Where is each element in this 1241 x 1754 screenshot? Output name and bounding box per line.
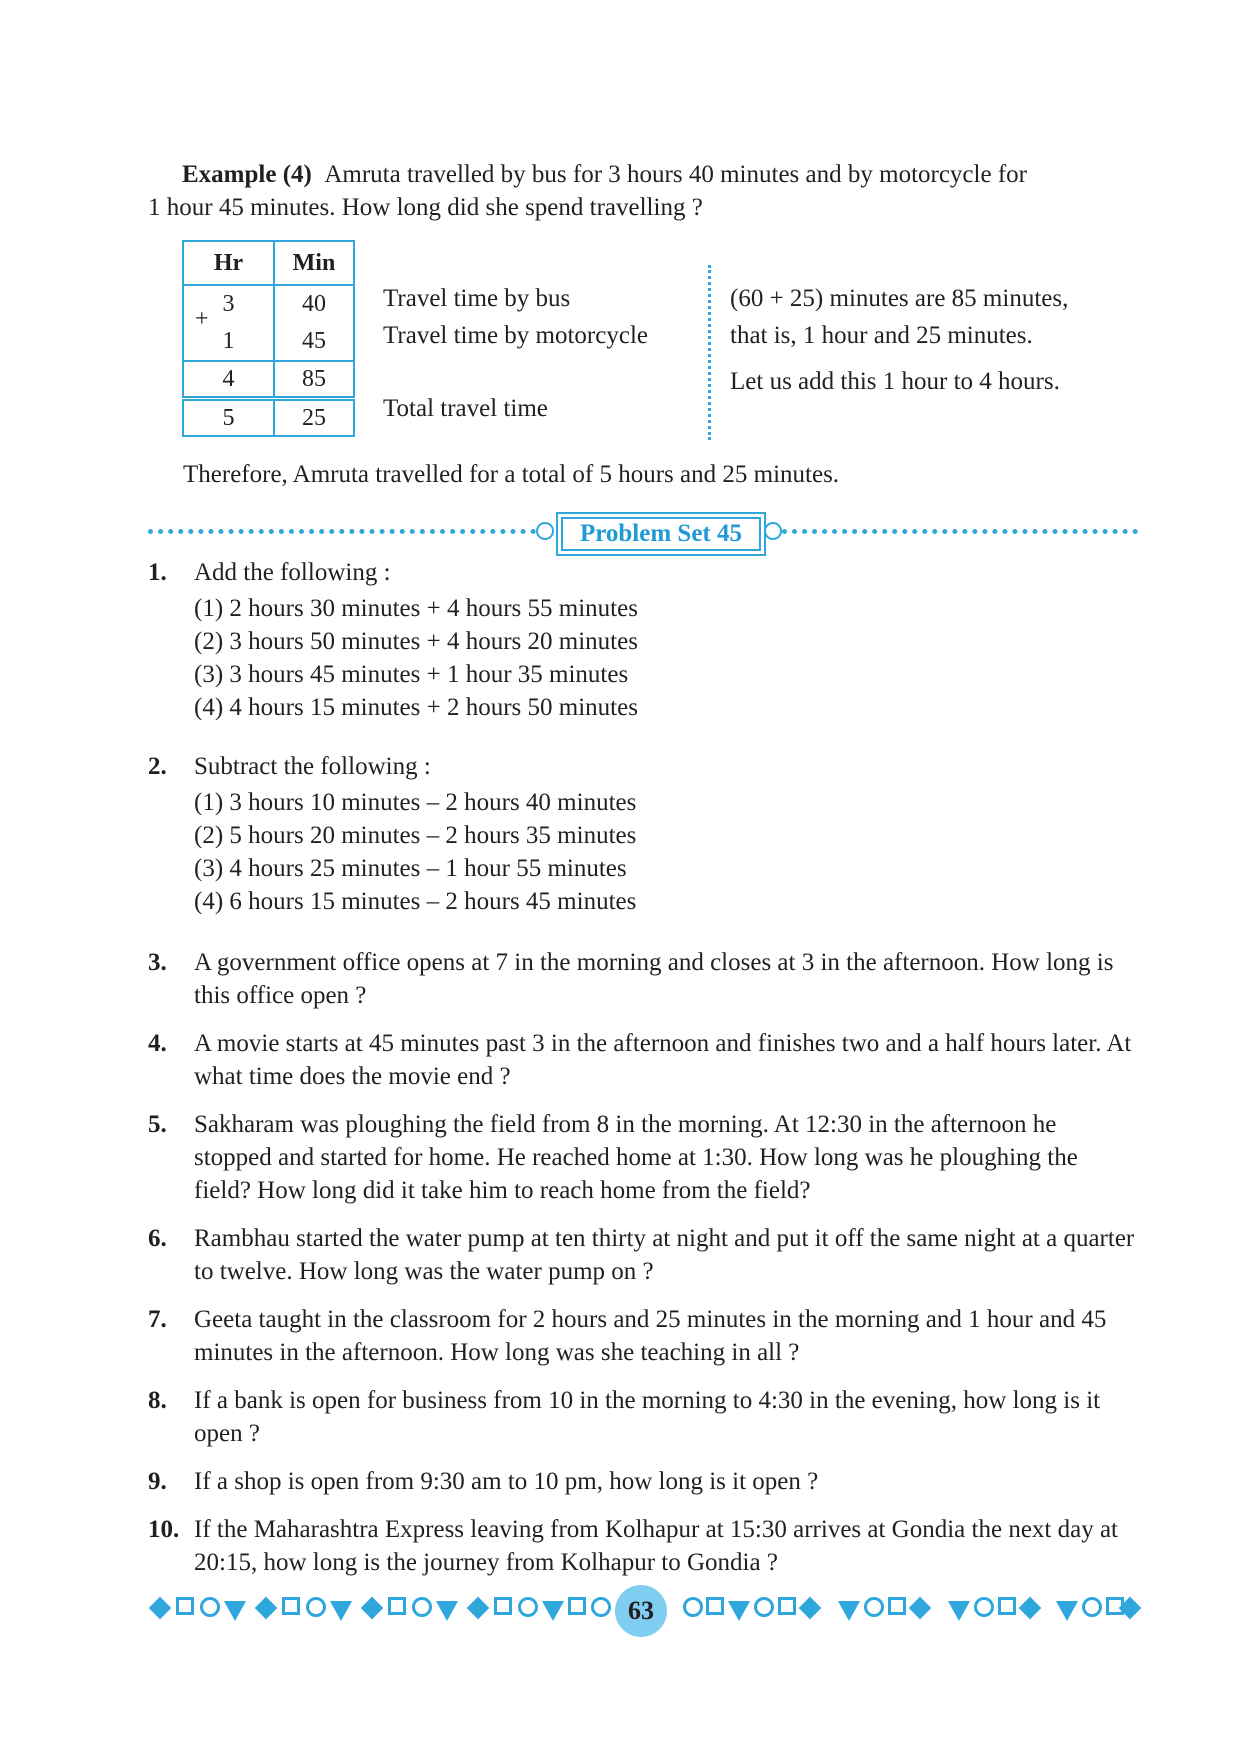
question-number: 3. [148, 949, 167, 976]
diamond-ornament [1019, 1597, 1042, 1620]
sub-question: (4) 6 hours 15 minutes – 2 hours 45 minutes [194, 888, 637, 915]
sub-question: (2) 3 hours 50 minutes + 4 hours 20 minutes [194, 628, 638, 655]
question-number: 10. [148, 1516, 180, 1543]
question-5 [148, 1108, 1138, 1207]
question-2 [148, 750, 1138, 918]
question-number: 8. [148, 1387, 167, 1414]
banner-dotline-right [782, 529, 1138, 534]
question-6 [148, 1222, 1138, 1288]
diamond-ornament [799, 1597, 822, 1620]
example-line-1 [148, 158, 1138, 191]
label-bus: Travel time by bus [383, 285, 571, 312]
square-ornament [706, 1597, 724, 1615]
problem-set-title: Problem Set 45 [556, 512, 766, 556]
question-1 [148, 556, 1138, 724]
question-number: 4. [148, 1030, 167, 1057]
label-motorcycle: Travel time by motorcycle [383, 322, 648, 349]
question-text: Add the following : [194, 559, 391, 586]
question-3 [148, 946, 1138, 1012]
square-ornament [568, 1597, 586, 1615]
circle-ornament [518, 1597, 538, 1617]
circle-ornament [412, 1597, 432, 1617]
question-8 [148, 1384, 1138, 1450]
square-ornament [778, 1597, 796, 1615]
triangle-ornament [542, 1601, 564, 1621]
diamond-ornament [361, 1597, 384, 1620]
example-label: Example (4) [182, 161, 312, 188]
question-text: If the Maharashtra Express leaving from Kolhapur at 15:30 arrives at Gondia the next day at 20:15, how long is the journey from Kolhapur to Gondia ? [194, 1516, 1118, 1576]
square-ornament [176, 1597, 194, 1615]
question-text: Subtract the following : [194, 753, 431, 780]
hr-motorcycle: 1 [222, 328, 235, 354]
question-text: A government office opens at 7 in the morning and closes at 3 in the afternoon. How long is this office open ? [194, 949, 1114, 1009]
sub-question: (3) 3 hours 45 minutes + 1 hour 35 minutes [194, 661, 629, 688]
total-hr: 5 [183, 399, 274, 437]
sub-question: (4) 4 hours 15 minutes + 2 hours 50 minutes [194, 694, 638, 721]
triangle-ornament [728, 1601, 750, 1621]
sub-question: (2) 5 hours 20 minutes – 2 hours 35 minutes [194, 822, 637, 849]
example-text-1: Amruta travelled by bus for 3 hours 40 minutes and by motorcycle for [324, 161, 1027, 188]
label-total: Total travel time [383, 395, 548, 422]
sum-min: 85 [274, 361, 354, 399]
vertical-divider [708, 265, 711, 440]
note-3: Let us add this 1 hour to 4 hours. [730, 368, 1060, 395]
question-number: 5. [148, 1111, 167, 1138]
diamond-ornament [149, 1597, 172, 1620]
triangle-ornament [1056, 1601, 1078, 1621]
header-hr: Hr [183, 241, 274, 285]
square-ornament [494, 1597, 512, 1615]
question-number: 6. [148, 1225, 167, 1252]
triangle-ornament [224, 1601, 246, 1621]
hr-bus: 3 [222, 291, 235, 317]
question-text: Geeta taught in the classroom for 2 hours and 25 minutes in the morning and 1 hour and 45 minutes in the afternoon. How long was she teaching in all ? [194, 1306, 1107, 1366]
banner-dotline-left [148, 529, 536, 534]
diamond-ornament [255, 1597, 278, 1620]
example-text-2: 1 hour 45 minutes. How long did she spend travelling ? [148, 194, 703, 221]
example-conclusion: Therefore, Amruta travelled for a total of 5 hours and 25 minutes. [183, 461, 840, 488]
circle-ornament [200, 1597, 220, 1617]
addends-min [274, 285, 354, 361]
square-ornament [282, 1597, 300, 1615]
circle-ornament [864, 1597, 884, 1617]
sum-hr: 4 [183, 361, 274, 399]
banner-ring-left [536, 522, 554, 540]
time-addition-table [182, 240, 355, 437]
diamond-ornament [467, 1597, 490, 1620]
question-text: If a bank is open for business from 10 in the morning to 4:30 in the evening, how long is it open ? [194, 1387, 1101, 1447]
question-number: 2. [148, 753, 167, 780]
total-min: 25 [274, 399, 354, 437]
min-motorcycle: 45 [302, 328, 326, 354]
note-2: that is, 1 hour and 25 minutes. [730, 322, 1033, 349]
question-text: A movie starts at 45 minutes past 3 in the afternoon and finishes two and a half hours later. At what time does the movie end ? [194, 1030, 1132, 1090]
circle-ornament [754, 1597, 774, 1617]
triangle-ornament [436, 1601, 458, 1621]
question-text: If a shop is open from 9:30 am to 10 pm, how long is it open ? [194, 1468, 819, 1495]
question-text: Rambhau started the water pump at ten thirty at night and put it off the same night at a quarter to twelve. How long was the water pump on ? [194, 1225, 1135, 1285]
question-text: Sakharam was ploughing the field from 8 in the morning. At 12:30 in the afternoon he stopped and started for home. He reached home at 1:30. How long was he ploughing the field? How long did it take him to reach home from the field? [194, 1111, 1078, 1204]
header-min: Min [274, 241, 354, 285]
square-ornament [888, 1597, 906, 1615]
sub-question: (1) 2 hours 30 minutes + 4 hours 55 minutes [194, 595, 638, 622]
sub-question: (1) 3 hours 10 minutes – 2 hours 40 minutes [194, 789, 637, 816]
page-number: 63 [615, 1585, 667, 1637]
example-block [148, 158, 1138, 224]
circle-ornament [306, 1597, 326, 1617]
banner-ring-right [764, 522, 782, 540]
square-ornament [998, 1597, 1016, 1615]
circle-ornament [974, 1597, 994, 1617]
circle-ornament [1082, 1597, 1102, 1617]
question-7 [148, 1303, 1138, 1369]
plus-sign: + [195, 306, 209, 332]
min-bus: 40 [302, 291, 326, 317]
question-10 [148, 1513, 1138, 1579]
triangle-ornament [330, 1601, 352, 1621]
question-number: 7. [148, 1306, 167, 1333]
question-number: 9. [148, 1468, 167, 1495]
sub-question: (3) 4 hours 25 minutes – 1 hour 55 minutes [194, 855, 627, 882]
note-1: (60 + 25) minutes are 85 minutes, [730, 285, 1069, 312]
diamond-ornament [909, 1597, 932, 1620]
circle-ornament [683, 1597, 703, 1617]
square-ornament [388, 1597, 406, 1615]
triangle-ornament [838, 1601, 860, 1621]
question-9 [148, 1465, 1138, 1498]
circle-ornament [591, 1597, 611, 1617]
triangle-ornament [948, 1601, 970, 1621]
page-footer [148, 1585, 1138, 1635]
question-number: 1. [148, 559, 167, 586]
question-4 [148, 1027, 1138, 1093]
